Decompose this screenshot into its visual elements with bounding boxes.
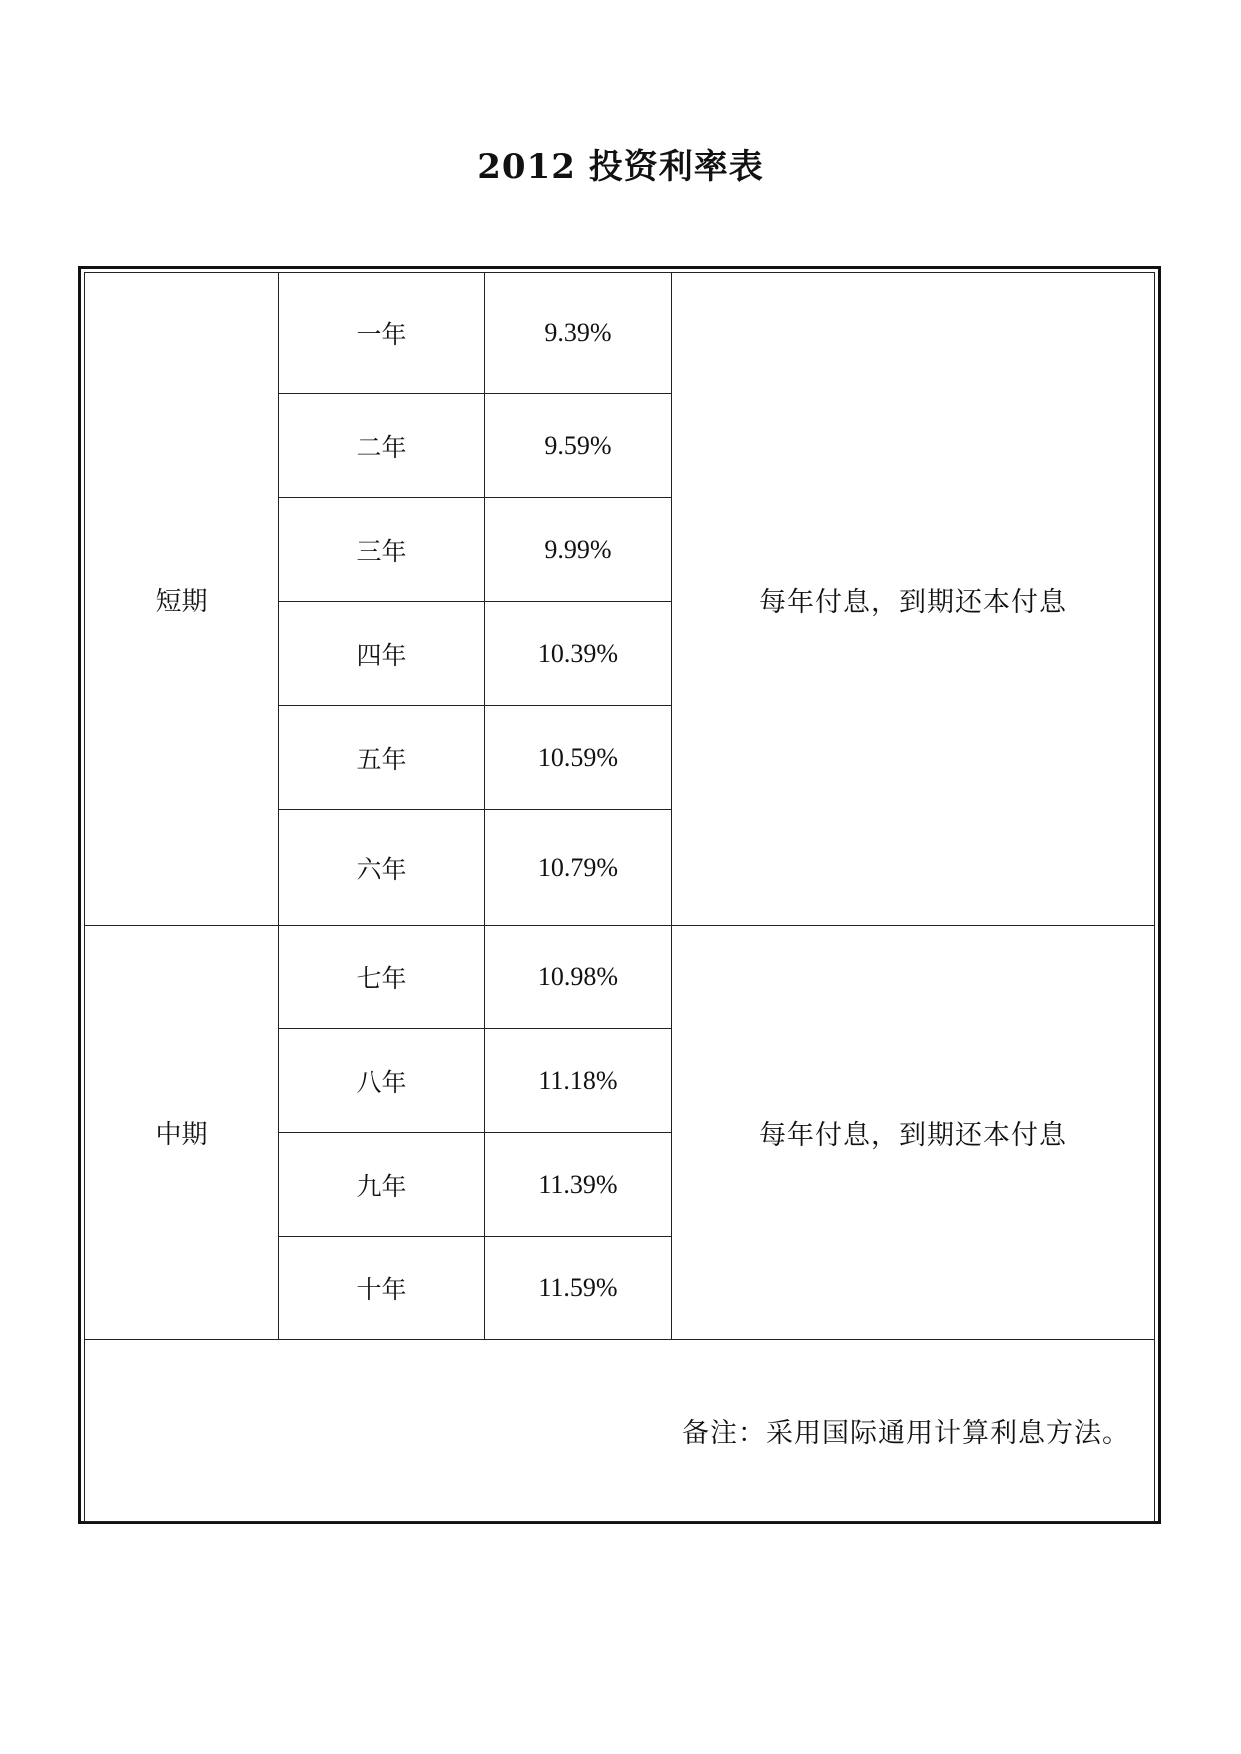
term-cell: 十年 [279, 1237, 485, 1340]
term-cell: 五年 [279, 706, 485, 810]
rate-cell: 11.18% [485, 1029, 672, 1133]
term-cell: 六年 [279, 810, 485, 926]
term-cell: 七年 [279, 926, 485, 1029]
rate-cell: 10.39% [485, 602, 672, 706]
table-row [85, 273, 1155, 394]
term-cell: 三年 [279, 498, 485, 602]
rate-cell: 10.79% [485, 810, 672, 926]
payment-method-short-term: 每年付息，到期还本付息 [672, 273, 1155, 926]
group-label-mid-term: 中期 [85, 926, 279, 1340]
rate-cell: 9.59% [485, 394, 672, 498]
payment-method-mid-term: 每年付息，到期还本付息 [672, 926, 1155, 1340]
rate-cell: 10.59% [485, 706, 672, 810]
page-title: 2012 投资利率表 [477, 147, 764, 187]
term-cell: 九年 [279, 1133, 485, 1237]
interest-rate-table-frame [78, 266, 1161, 1524]
rate-cell: 10.98% [485, 926, 672, 1029]
table-row [85, 926, 1155, 1029]
interest-rate-table [84, 272, 1155, 1522]
rate-cell: 9.39% [485, 273, 672, 394]
term-cell: 二年 [279, 394, 485, 498]
rate-cell: 11.59% [485, 1237, 672, 1340]
rate-cell: 11.39% [485, 1133, 672, 1237]
note-text: 备注：采用国际通用计算利息方法。 [85, 1340, 1155, 1522]
group-label-short-term: 短期 [85, 273, 279, 926]
term-cell: 八年 [279, 1029, 485, 1133]
term-cell: 四年 [279, 602, 485, 706]
rate-cell: 9.99% [485, 498, 672, 602]
term-cell: 一年 [279, 273, 485, 394]
note-row [85, 1340, 1155, 1522]
